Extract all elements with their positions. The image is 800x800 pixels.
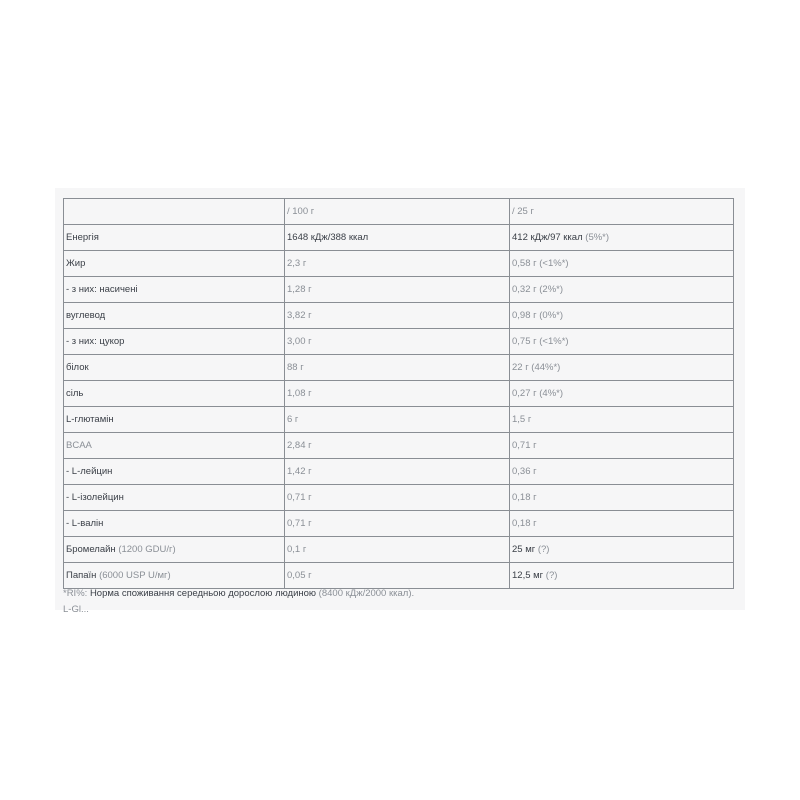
- value-per25: [510, 511, 734, 537]
- footnote-suffix: (8400 кДж/2000 ккал).: [316, 588, 415, 599]
- value-per25-ri: (0%*): [536, 310, 564, 321]
- value-per25: [510, 355, 734, 381]
- value-per25: [510, 251, 734, 277]
- value-per100: 2,3 г: [285, 251, 510, 277]
- nutrient-name: білок: [64, 355, 285, 381]
- value-per100: 1,42 г: [285, 459, 510, 485]
- value-per100: 0,05 г: [285, 563, 510, 589]
- value-per25-main: 0,18 г: [512, 492, 537, 503]
- table-row: [64, 303, 734, 329]
- value-per100: 6 г: [285, 407, 510, 433]
- value-per25-ri: (<1%*): [536, 336, 569, 347]
- value-per25-main: 25 мг: [512, 544, 536, 555]
- table-row: [64, 381, 734, 407]
- nutrient-name: сіль: [64, 381, 285, 407]
- value-per25: [510, 225, 734, 251]
- value-per25-ri: (?): [543, 570, 558, 581]
- value-per25-ri: (4%*): [536, 388, 564, 399]
- table-row: [64, 485, 734, 511]
- value-per100: 88 г: [285, 355, 510, 381]
- nutrient-name: L-глютамін: [64, 407, 285, 433]
- value-per25-main: 22 г: [512, 362, 529, 373]
- value-per25-main: 0,98 г: [512, 310, 537, 321]
- table-row: [64, 537, 734, 563]
- value-per25-main: 0,58 г: [512, 258, 537, 269]
- value-per25: [510, 277, 734, 303]
- nutrient-name: - L-ізолейцин: [64, 485, 285, 511]
- value-per25: [510, 329, 734, 355]
- value-per25-main: 1,5 г: [512, 414, 532, 425]
- footnote: [63, 588, 414, 599]
- value-per25-ri: (5%*): [582, 232, 610, 243]
- table-header-row: [64, 199, 734, 225]
- table-row: [64, 407, 734, 433]
- value-per25-main: 0,18 г: [512, 518, 537, 529]
- value-per25: [510, 433, 734, 459]
- value-per25-main: 0,36 г: [512, 466, 537, 477]
- table-row: [64, 251, 734, 277]
- header-cell-per100: / 100 г: [285, 199, 510, 225]
- table-row: [64, 277, 734, 303]
- value-per25-main: 412 кДж/97 ккал: [512, 232, 583, 243]
- value-per100: 0,71 г: [285, 511, 510, 537]
- table-row: [64, 459, 734, 485]
- nutrient-name: [64, 537, 285, 563]
- value-per100: 0,1 г: [285, 537, 510, 563]
- value-per25-main: 0,75 г: [512, 336, 537, 347]
- nutrient-name: - з них: насичені: [64, 277, 285, 303]
- value-per100: 1648 кДж/388 ккал: [285, 225, 510, 251]
- value-per25: [510, 459, 734, 485]
- value-per25-main: 0,71 г: [512, 440, 537, 451]
- nutrient-name: - L-валін: [64, 511, 285, 537]
- nutrient-name-note: (1200 GDU/г): [115, 544, 176, 555]
- value-per25: [510, 407, 734, 433]
- value-per25: [510, 381, 734, 407]
- value-per25-ri: (2%*): [536, 284, 564, 295]
- value-per25-main: 0,27 г: [512, 388, 537, 399]
- table-row: [64, 329, 734, 355]
- nutrient-name: Жир: [64, 251, 285, 277]
- nutrient-name: [64, 563, 285, 589]
- value-per25-main: 12,5 мг: [512, 570, 544, 581]
- nutrient-name-main: Бромелайн: [66, 544, 116, 555]
- value-per25-main: 0,32 г: [512, 284, 537, 295]
- nutrition-table: [63, 198, 734, 589]
- nutrient-name-main: Папаїн: [66, 570, 97, 581]
- value-per25-ri: (<1%*): [536, 258, 569, 269]
- header-cell-per25: / 25 г: [510, 199, 734, 225]
- value-per25-ri: (44%*): [528, 362, 561, 373]
- value-per100: 1,28 г: [285, 277, 510, 303]
- value-per25: [510, 563, 734, 589]
- header-cell-name: [64, 199, 285, 225]
- nutrient-name: вуглевод: [64, 303, 285, 329]
- table-row: [64, 563, 734, 589]
- value-per25: [510, 303, 734, 329]
- nutrient-name: BCAA: [64, 433, 285, 459]
- table-row: [64, 225, 734, 251]
- value-per100: 3,00 г: [285, 329, 510, 355]
- nutrient-name: - з них: цукор: [64, 329, 285, 355]
- footnote-text: Норма споживання середньою дорослою людиною: [89, 588, 317, 599]
- value-per25: [510, 537, 734, 563]
- value-per100: 1,08 г: [285, 381, 510, 407]
- footnote-cut-off: L-Gl...: [63, 604, 89, 615]
- table-row: [64, 511, 734, 537]
- value-per100: 2,84 г: [285, 433, 510, 459]
- value-per100: 3,82 г: [285, 303, 510, 329]
- table-row: [64, 433, 734, 459]
- nutrient-name: Енергія: [64, 225, 285, 251]
- nutrient-name-note: (6000 USP U/мг): [96, 570, 171, 581]
- value-per25: [510, 485, 734, 511]
- value-per25-ri: (?): [535, 544, 550, 555]
- value-per100: 0,71 г: [285, 485, 510, 511]
- footnote-prefix: *RI%:: [63, 588, 90, 599]
- table-row: [64, 355, 734, 381]
- nutrient-name: - L-лейцин: [64, 459, 285, 485]
